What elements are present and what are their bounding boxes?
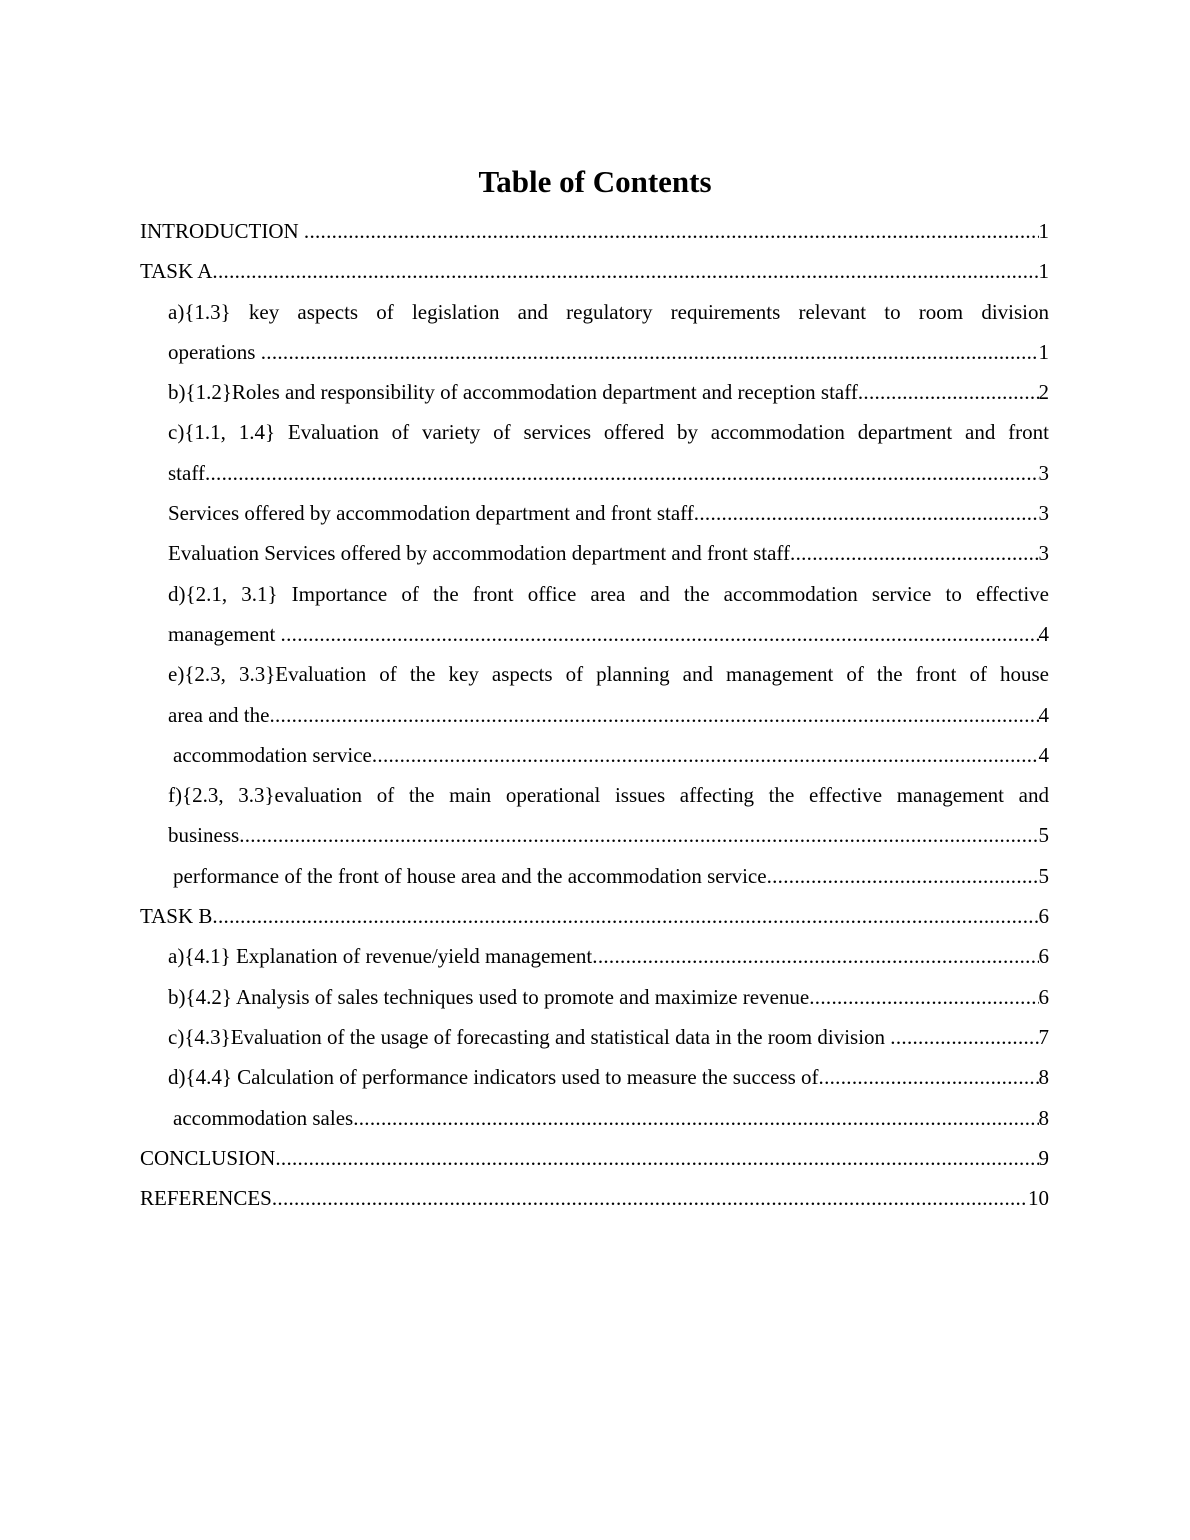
dot-leader (275, 1138, 1038, 1178)
toc-entry-text: performance of the front of house area and the accommodation service (173, 863, 767, 888)
toc-entry-references[interactable] (140, 1178, 1049, 1218)
dot-leader (239, 815, 1038, 855)
toc-entry-text-line1: a){1.3} key aspects of legislation and regulatory requirements relevant to room division (168, 299, 1049, 324)
toc-page-number: 1 (1038, 259, 1049, 284)
toc-entry-services-offered[interactable] (140, 493, 1049, 533)
toc-entry-text: b){1.2}Roles and responsibility of accommodation department and reception staff (168, 380, 858, 405)
toc-entry-task-b-d[interactable] (140, 1057, 1049, 1097)
toc-page-number: 8 (1038, 1105, 1049, 1130)
toc-entry-text-line1: d){2.1, 3.1} Importance of the front office area and the accommodation service to effective (168, 581, 1049, 606)
toc-entry-text: REFERENCES (140, 1186, 272, 1211)
toc-page-number: 3 (1038, 501, 1049, 526)
toc-page-number: 5 (1038, 863, 1049, 888)
dot-leader (890, 1017, 1038, 1057)
toc-page-number: 1 (1038, 219, 1049, 243)
dot-leader (212, 251, 1038, 291)
toc-page-number: 1 (1038, 339, 1049, 364)
toc-page-number: 4 (1038, 621, 1049, 646)
toc-entry-text-line1: f){2.3, 3.3}evaluation of the main operational issues affecting the effective management and (168, 783, 1049, 808)
toc-entry-text: b){4.2} Analysis of sales techniques used to promote and maximize revenue (168, 984, 810, 1009)
dot-leader (212, 896, 1038, 936)
toc-entry-accommodation-service[interactable] (140, 735, 1049, 775)
toc-page-number: 3 (1038, 460, 1049, 485)
toc-entry-task-b-a[interactable] (140, 936, 1049, 976)
toc-entry-task-a-e[interactable] (140, 654, 1049, 735)
dot-leader (205, 453, 1039, 493)
toc-page-number: 6 (1038, 904, 1049, 929)
toc-page-number: 6 (1038, 984, 1049, 1009)
toc-entry-introduction[interactable] (140, 211, 1049, 251)
toc-entry-text-line1: e){2.3, 3.3}Evaluation of the key aspects of planning and management of the front of house (168, 662, 1049, 687)
toc-entry-task-a-a[interactable] (140, 292, 1049, 373)
toc-entry-text: accommodation sales (173, 1105, 354, 1130)
toc-entry-accommodation-sales[interactable] (140, 1098, 1049, 1138)
toc-entry-text: management (168, 621, 281, 646)
toc-entry-text: accommodation service (173, 742, 372, 767)
toc-entry-text: Services offered by accommodation department and front staff (168, 501, 694, 526)
toc-entry-task-b-c[interactable] (140, 1017, 1049, 1057)
toc-page-number: 3 (1038, 541, 1049, 566)
dot-leader (261, 332, 1039, 372)
toc-entry-text: d){4.4} Calculation of performance indicators used to measure the success of (168, 1065, 819, 1090)
toc-page-number: 5 (1038, 823, 1049, 848)
dot-leader (858, 372, 1039, 412)
toc-entry-text: CONCLUSION (140, 1145, 276, 1170)
toc-entry-text: INTRODUCTION (140, 219, 304, 243)
dot-leader (304, 211, 1039, 251)
toc-entry-task-a-d[interactable] (140, 574, 1049, 655)
dot-leader (372, 735, 1039, 775)
toc-page-number: 6 (1038, 944, 1049, 969)
toc-page-number: 4 (1038, 742, 1049, 767)
toc-page-number: 2 (1038, 380, 1049, 405)
toc-entry-text: TASK A (140, 259, 213, 284)
dot-leader (809, 977, 1038, 1017)
toc-page-number: 10 (1028, 1186, 1049, 1211)
dot-leader (767, 856, 1039, 896)
page-title: Table of Contents (478, 164, 712, 199)
toc-page-number: 4 (1038, 702, 1049, 727)
toc-page-number: 7 (1038, 1024, 1049, 1049)
toc-entry-task-a-c[interactable] (140, 412, 1049, 493)
toc-entry-text: TASK B (140, 904, 213, 929)
toc-entry-performance[interactable] (140, 856, 1049, 896)
toc-entry-task-b-b[interactable] (140, 977, 1049, 1017)
toc-page-number: 8 (1038, 1065, 1049, 1090)
dot-leader (694, 493, 1039, 533)
toc-entry-task-a[interactable] (140, 251, 1049, 291)
toc-entry-task-b[interactable] (140, 896, 1049, 936)
dot-leader (353, 1098, 1038, 1138)
toc-entry-text: Evaluation Services offered by accommodation department and front staff (168, 541, 791, 566)
dot-leader (790, 533, 1038, 573)
toc-entry-evaluation-services[interactable] (140, 533, 1049, 573)
dot-leader (281, 614, 1039, 654)
toc-entry-task-a-f[interactable] (140, 775, 1049, 856)
toc-entry-text: operations (168, 339, 261, 364)
dot-leader (272, 1178, 1028, 1218)
toc-entry-text: a){4.1} Explanation of revenue/yield management (168, 944, 593, 969)
table-of-contents (140, 211, 1049, 1218)
toc-entry-text: business (168, 823, 240, 848)
dot-leader (819, 1057, 1039, 1097)
toc-entry-text: staff (168, 460, 205, 485)
dot-leader (592, 936, 1038, 976)
toc-entry-conclusion[interactable] (140, 1138, 1049, 1178)
toc-entry-text-line1: c){1.1, 1.4} Evaluation of variety of services offered by accommodation department and front (168, 420, 1049, 445)
toc-page-number: 9 (1038, 1145, 1049, 1170)
dot-leader (269, 695, 1038, 735)
toc-entry-task-a-b[interactable] (140, 372, 1049, 412)
toc-entry-text: c){4.3}Evaluation of the usage of forecasting and statistical data in the room division (168, 1024, 891, 1049)
toc-entry-text: area and the (168, 702, 270, 727)
